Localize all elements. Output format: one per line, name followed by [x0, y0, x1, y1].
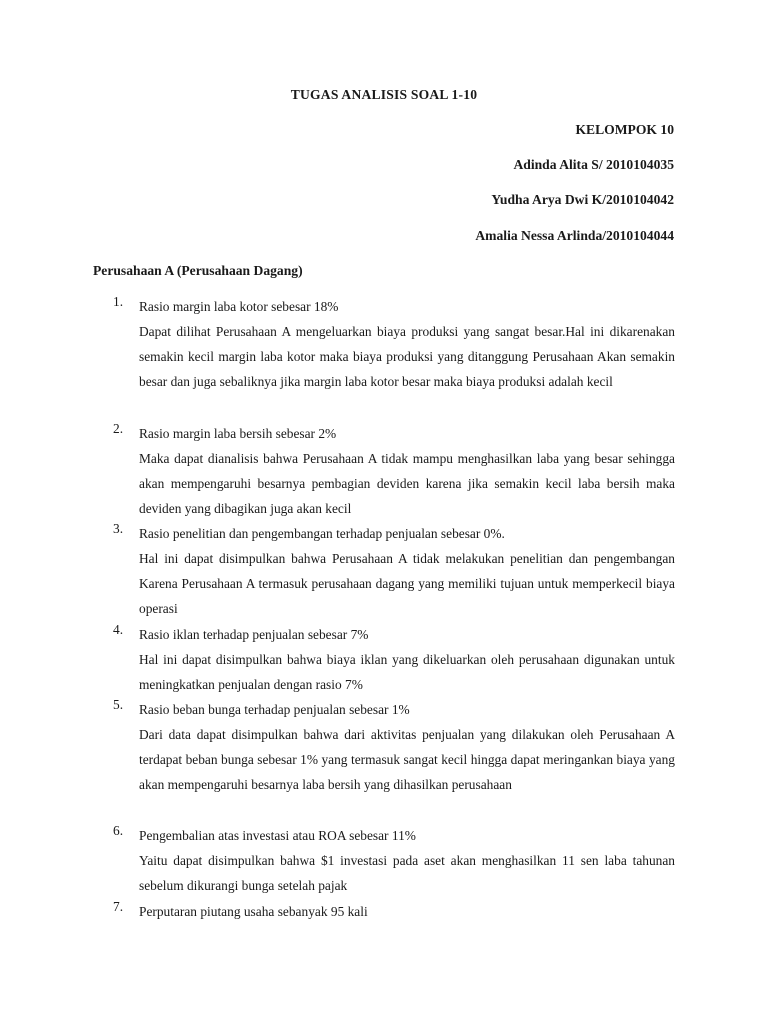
item-number: 6.: [113, 823, 124, 838]
list-item: [113, 622, 675, 697]
list-item: [113, 823, 675, 898]
section-heading: Perusahaan A (Perusahaan Dagang): [93, 263, 303, 278]
list-item: [113, 521, 675, 622]
document-title: TUGAS ANALISIS SOAL 1-10: [290, 87, 478, 102]
list-item: [113, 421, 675, 522]
group-name: KELOMPOK 10: [575, 122, 674, 137]
member-line: Yudha Arya Dwi K/2010104042: [491, 192, 674, 207]
item-body: Hal ini dapat disimpulkan bahwa Perusahaan A tidak melakukan penelitian dan pengembangan Karena Perusahaan A termasuk perusahaan dagang yang memiliki tujuan untuk memperkecil biaya operasi: [139, 551, 675, 617]
item-number: 1.: [113, 294, 124, 309]
item-body: Dapat dilihat Perusahaan A mengeluarkan biaya produksi yang sangat besar.Hal ini dikarenakan semakin kecil margin laba kotor maka biaya produksi yang ditanggung Perusahaan Akan semakin besar dan juga sebaliknya jika margin laba kotor besar maka biaya produksi adalah kecil: [139, 324, 675, 390]
item-heading: Pengembalian atas investasi atau ROA sebesar 11%: [139, 828, 416, 843]
item-heading: Rasio beban bunga terhadap penjualan sebesar 1%: [139, 702, 410, 717]
member-line: Amalia Nessa Arlinda/2010104044: [475, 228, 674, 243]
list-item: [113, 697, 675, 798]
list-item: [113, 294, 675, 395]
item-number: 2.: [113, 421, 124, 436]
item-heading: Rasio margin laba bersih sebesar 2%: [139, 426, 337, 441]
member-line: Adinda Alita S/ 2010104035: [513, 157, 674, 172]
item-number: 4.: [113, 622, 124, 637]
item-heading: Perputaran piutang usaha sebanyak 95 kali: [139, 904, 368, 919]
item-number: 7.: [113, 899, 124, 914]
list-item: [113, 899, 675, 924]
item-heading: Rasio penelitian dan pengembangan terhadap penjualan sebesar 0%.: [139, 526, 505, 541]
item-heading: Rasio margin laba kotor sebesar 18%: [139, 299, 339, 314]
item-body: Maka dapat dianalisis bahwa Perusahaan A tidak mampu menghasilkan laba yang besar sehingga akan mempengaruhi besarnya pembagian deviden karena jika semakin kecil laba bersih maka deviden yang dibagikan juga akan kecil: [139, 451, 675, 517]
item-body: Dari data dapat disimpulkan bahwa dari aktivitas penjualan yang dilakukan oleh Perusahaan A terdapat beban bunga sebesar 1% yang termasuk sangat kecil hingga dapat meringankan biaya yang akan mempengaruhi besarnya laba bersih yang dihasilkan perusahaan: [139, 727, 675, 793]
item-number: 5.: [113, 697, 124, 712]
item-heading: Rasio iklan terhadap penjualan sebesar 7%: [139, 627, 369, 642]
item-body: Yaitu dapat disimpulkan bahwa $1 investasi pada aset akan menghasilkan 11 sen laba tahunan sebelum dikurangi bunga setelah pajak: [139, 853, 675, 894]
item-number: 3.: [113, 521, 124, 536]
item-body: Hal ini dapat disimpulkan bahwa biaya iklan yang dikeluarkan oleh perusahaan digunakan untuk meningkatkan penjualan dengan rasio 7%: [139, 652, 675, 693]
